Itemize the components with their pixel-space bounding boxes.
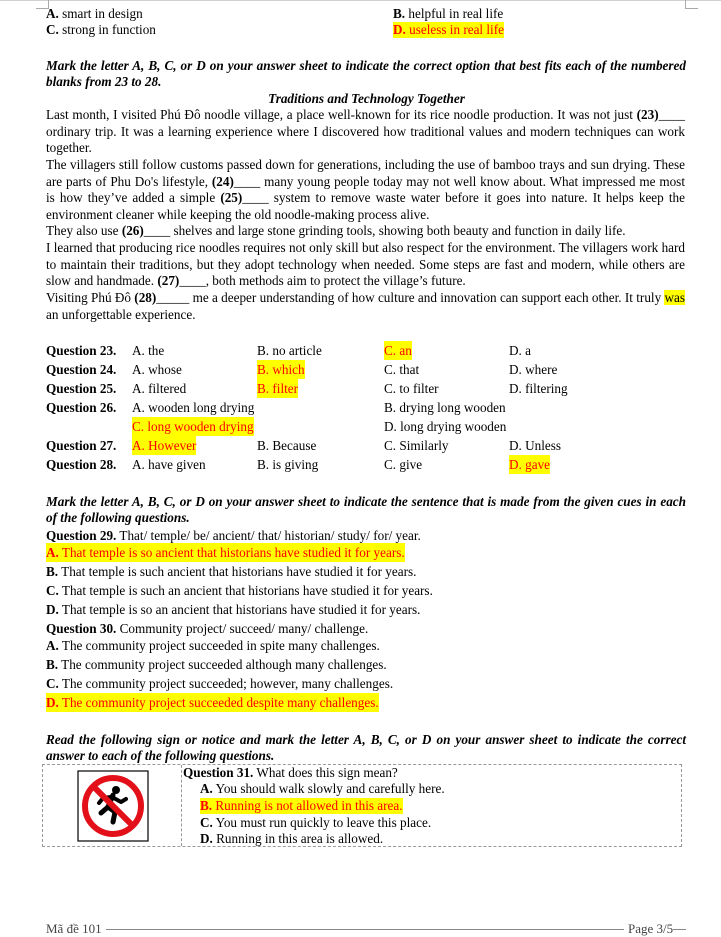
question-29-option-b: B. That temple is such ancient that historians have studied it for years. bbox=[46, 564, 417, 579]
question-30-cues: Question 30. Community project/ succeed/ many/ challenge. bbox=[46, 621, 369, 636]
section2-instruction: Mark the letter A, B, C, or D on your answer sheet to indicate the sentence that is made from the given cues in each of the following questions. bbox=[46, 494, 686, 525]
question-23: Question 23. A. the B. no article C. an D. a bbox=[46, 343, 531, 358]
option: D. a bbox=[509, 343, 531, 358]
section3-instruction: Read the following sign or notice and mark the letter A, B, C, or D on your answer sheet to indicate the correct answer to each of the following questions. bbox=[46, 732, 686, 763]
option: D. filtering bbox=[509, 381, 568, 396]
option: D. long drying wooden bbox=[384, 419, 507, 434]
question-31-option-a: A. You should walk slowly and carefully here. bbox=[200, 781, 445, 796]
option-answer: C. an bbox=[384, 343, 412, 358]
passage-title: Traditions and Technology Together bbox=[268, 91, 465, 106]
question-29-option-c: C. That temple is such an ancient that historians have studied it for years. bbox=[46, 583, 433, 598]
question-31-prompt: Question 31. What does this sign mean? bbox=[183, 765, 398, 780]
prev-option-d: D. useless in real life bbox=[393, 22, 504, 37]
option: C. give bbox=[384, 457, 423, 472]
question-28: Question 28. A. have given B. is giving C. give D. gave bbox=[46, 457, 551, 472]
no-running-sign-icon bbox=[43, 765, 181, 846]
passage-paragraph-2: The villagers still follow customs passed down for generations, including the use of bamboo trays and sun drying. These are parts of Phu Do's lifestyle, (24)____ many young people today may not well know about. What impressed me most is how they’ve added a simple (25)____ system to remove waste water before it goes into nature. It helps keep the environment cleaner while keeping the old noodle-making process alive. bbox=[46, 157, 685, 222]
option-answer: C. long wooden drying bbox=[132, 419, 254, 434]
question-29-option-d: D. That temple is so an ancient that historians have studied it for years. bbox=[46, 602, 421, 617]
question-29-cues: Question 29. That/ temple/ be/ ancient/ that/ historian/ study/ for/ year. bbox=[46, 528, 421, 543]
question-29-option-a-answer: A. That temple is so ancient that historians have studied it for years. bbox=[46, 545, 405, 560]
option-answer: B. which bbox=[257, 362, 305, 377]
option: A. whose bbox=[132, 362, 182, 377]
question-27: Question 27. A. However B. Because C. Similarly D. Unless bbox=[46, 438, 562, 453]
option: D. where bbox=[509, 362, 558, 377]
top-edge-line bbox=[0, 0, 721, 1]
exam-code: Mã đề 101 bbox=[46, 921, 106, 937]
page-number: Page 3/5 bbox=[624, 921, 673, 937]
question-30-option-c: C. The community project succeeded; however, many challenges. bbox=[46, 676, 394, 691]
footer-rule bbox=[46, 929, 686, 930]
option-answer: B. filter bbox=[257, 381, 299, 396]
option: C. that bbox=[384, 362, 420, 377]
passage-paragraph-4: I learned that producing rice noodles requires not only skill but also respect for the environment. The villagers work hard to maintain their traditions, but they adopt technology when needed. Some steps are fast and modern, while others are slow and handmade. (27)____, both methods aim to protect the village’s future. bbox=[46, 240, 685, 288]
passage-paragraph-3: They also use (26)____ shelves and large stone grinding tools, showing both beauty and function in daily life. bbox=[46, 223, 626, 238]
prev-option-b: B. helpful in real life bbox=[393, 6, 504, 21]
passage-paragraph-5: Visiting Phú Đô (28)_____ me a deeper understanding of how culture and innovation can support each other. It truly was an unforgettable experience. bbox=[46, 290, 685, 322]
passage-paragraph-1: Last month, I visited Phú Đô noodle village, a place well-known for its rice noodle production. It was not just (23)____ ordinary trip. It was a learning experience where I discovered how traditional values and modern techniques can work together. bbox=[46, 107, 685, 155]
crop-mark bbox=[685, 0, 698, 9]
option: B. no article bbox=[257, 343, 322, 358]
option: C. Similarly bbox=[384, 438, 449, 453]
option: A. have given bbox=[132, 457, 206, 472]
question-30-option-a: A. The community project succeeded in spite many challenges. bbox=[46, 638, 380, 653]
question-31-option-d: D. Running in this area is allowed. bbox=[200, 831, 384, 846]
option: D. Unless bbox=[509, 438, 562, 453]
option: A. wooden long drying bbox=[132, 400, 255, 415]
option: A. filtered bbox=[132, 381, 187, 396]
option-answer: A. However bbox=[132, 438, 197, 453]
question-31-option-c: C. You must run quickly to leave this place. bbox=[200, 815, 432, 830]
section1-instruction: Mark the letter A, B, C, or D on your answer sheet to indicate the correct option that best fits each of the numbered blanks from 23 to 28. bbox=[46, 58, 686, 89]
question-24: Question 24. A. whose B. which C. that D. where bbox=[46, 362, 558, 377]
option: B. is giving bbox=[257, 457, 319, 472]
question-25: Question 25. A. filtered B. filter C. to filter D. filtering bbox=[46, 381, 568, 396]
option: B. Because bbox=[257, 438, 317, 453]
question-31-option-b-answer: B. Running is not allowed in this area. bbox=[200, 798, 403, 813]
question-30-option-d-answer: D. The community project succeeded despite many challenges. bbox=[46, 695, 379, 710]
sign-image-cell bbox=[43, 765, 182, 846]
prev-option-a: A. smart in design bbox=[46, 6, 143, 21]
option-answer: D. gave bbox=[509, 457, 551, 472]
option: C. to filter bbox=[384, 381, 439, 396]
option: A. the bbox=[132, 343, 165, 358]
question-26: Question 26. A. wooden long drying B. drying long wooden bbox=[46, 400, 506, 415]
option: B. drying long wooden bbox=[384, 400, 506, 415]
question-26-row-2 bbox=[46, 417, 686, 436]
prev-option-c: C. strong in function bbox=[46, 22, 156, 37]
question-30-option-b: B. The community project succeeded although many challenges. bbox=[46, 657, 387, 672]
